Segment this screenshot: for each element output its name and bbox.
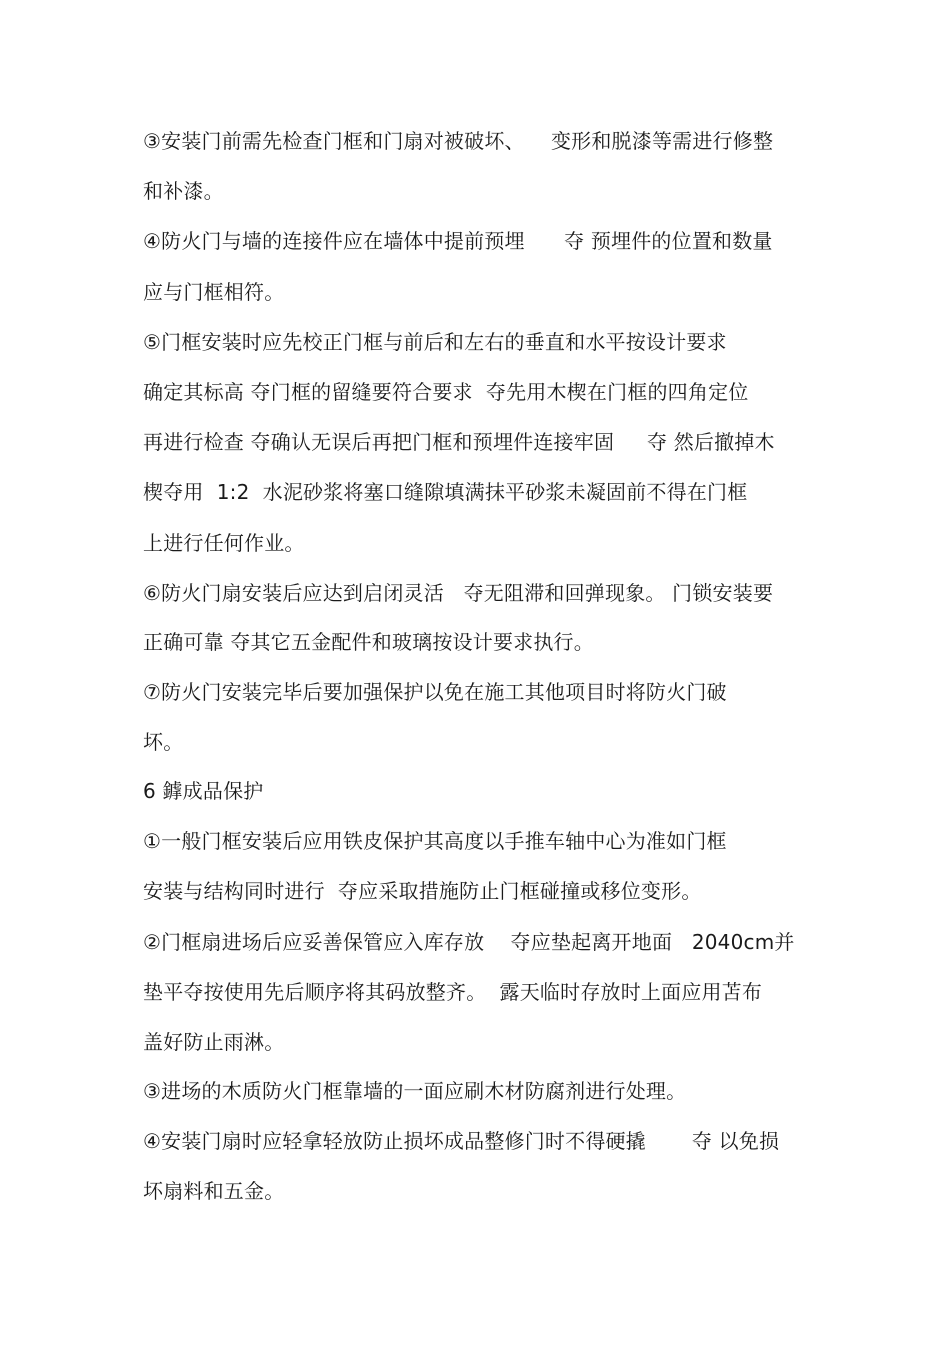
text-line: ⑦防火门安装完毕后要加强保护以免在施工其他项目时将防火门破	[143, 680, 727, 704]
text-line: 坏扇料和五金。	[143, 1179, 285, 1203]
text-line: ⑥防火门扇安装后应达到启闭灵活 夺无阻滞和回弹现象。 门锁安装要	[143, 581, 774, 605]
text-line: 再进行检查 夺确认无误后再把门框和预埋件连接牢固 夺 然后撤掉木	[143, 430, 775, 454]
text-line: ⑤门框安装时应先校正门框与前后和左右的垂直和水平按设计要求	[143, 330, 727, 354]
text-line: 应与门框相符。	[143, 280, 285, 304]
text-line: 上进行任何作业。	[143, 531, 305, 555]
section-heading: 6 鎼成品保护	[143, 779, 264, 803]
text-line: ④安装门扇时应轻拿轻放防止损坏成品整修门时不得硬撬 夺 以免损	[143, 1129, 780, 1153]
text-line: 和补漆。	[143, 179, 224, 203]
text-line: 楔夺用 1:2 水泥砂浆将塞口缝隙填满抹平砂浆未凝固前不得在门框	[143, 480, 748, 504]
text-line: 垫平夺按使用先后顺序将其码放整齐。 露天临时存放时上面应用苫布	[143, 980, 763, 1004]
text-line: ③进场的木质防火门框靠墙的一面应刷木材防腐剂进行处理。	[143, 1079, 687, 1103]
text-line: 安装与结构同时进行 夺应采取措施防止门框碰撞或移位变形。	[143, 879, 702, 903]
text-line: ④防火门与墙的连接件应在墙体中提前预埋 夺 预埋件的位置和数量	[143, 229, 773, 253]
text-line: 确定其标高 夺门框的留缝要符合要求 夺先用木楔在门框的四角定位	[143, 380, 749, 404]
text-line: ③安装门前需先检查门框和门扇对被破坏、 变形和脱漆等需进行修整	[143, 129, 774, 153]
text-line: 盖好防止雨淋。	[143, 1030, 285, 1054]
text-line: 坏。	[143, 730, 184, 754]
text-line: ②门框扇进场后应妥善保管应入库存放 夺应垫起离开地面 2040cm并	[143, 930, 795, 954]
text-line: ①一般门框安装后应用铁皮保护其高度以手推车轴中心为准如门框	[143, 829, 727, 853]
text-line: 正确可靠 夺其它五金配件和玻璃按设计要求执行。	[143, 630, 594, 654]
